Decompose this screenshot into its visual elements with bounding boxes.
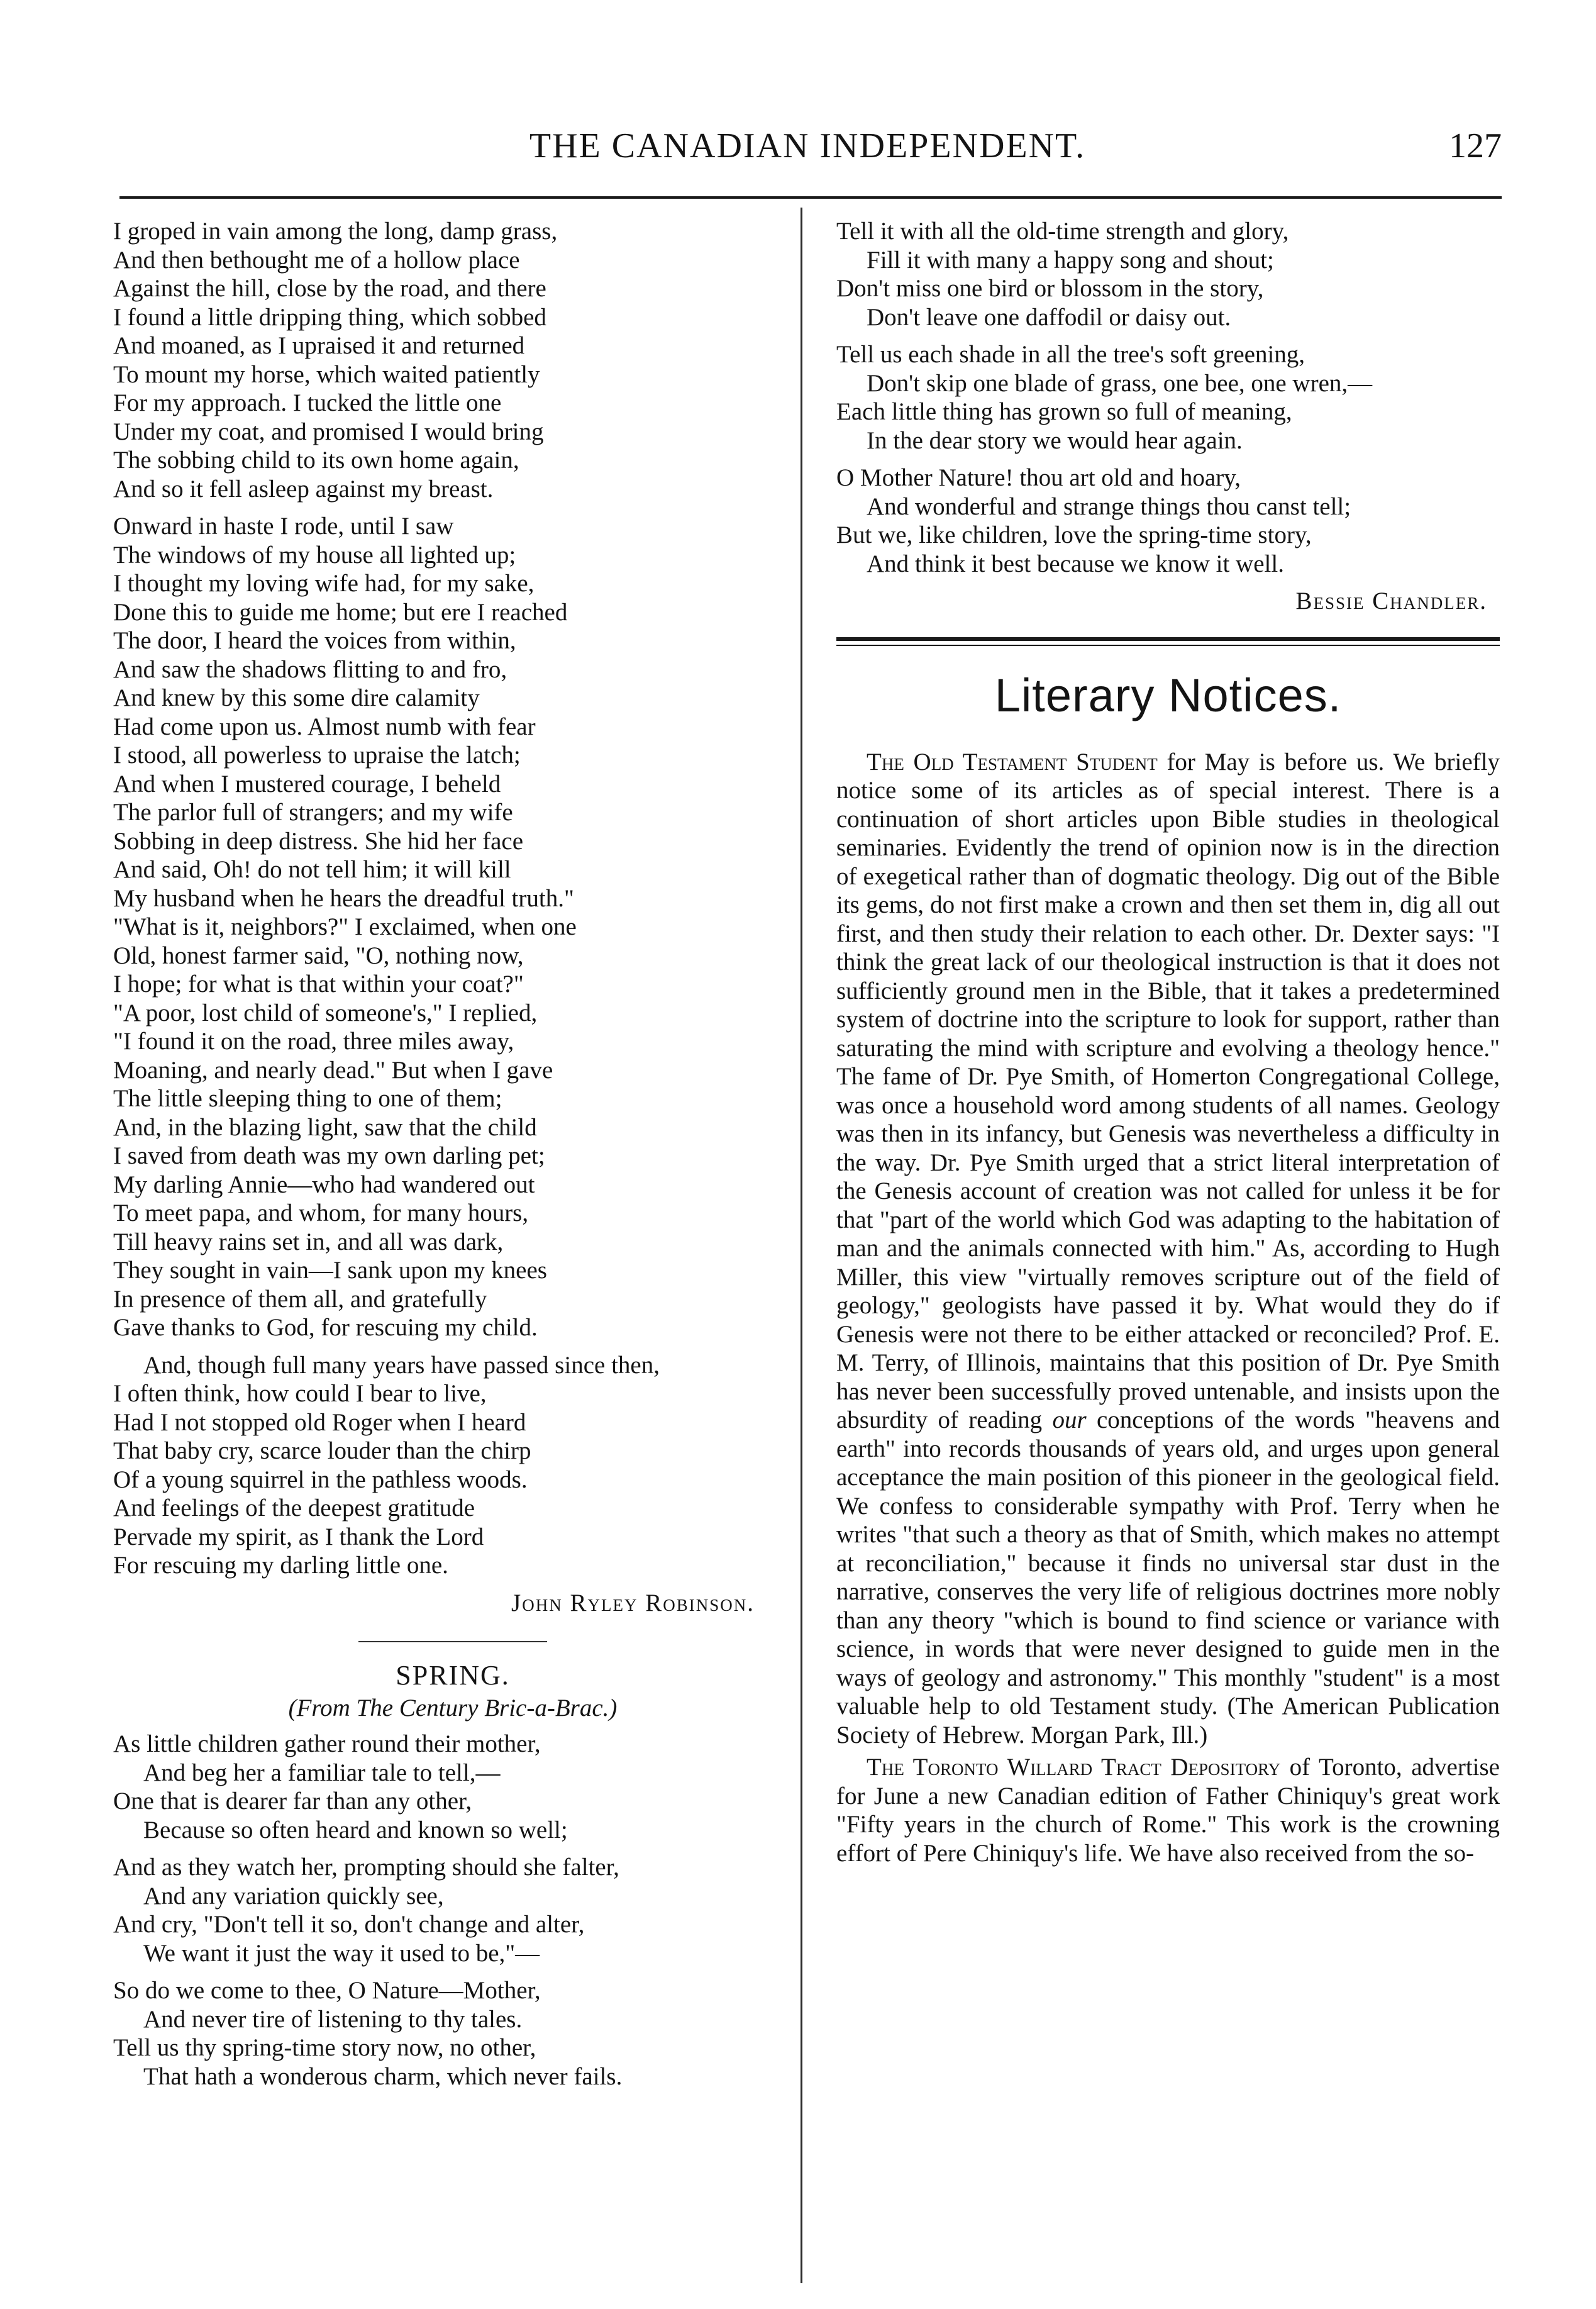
spring-poem [113, 1661, 792, 2091]
poem-line: I stood, all powerless to upraise the latch; [113, 742, 521, 769]
poem-line: "I found it on the road, three miles away, [113, 1028, 514, 1055]
poem-line: "A poor, lost child of someone's," I replied, [113, 999, 538, 1027]
right-column [836, 217, 1500, 1871]
poem-line: My husband when he hears the dreadful truth." [113, 884, 574, 912]
poem-line: That hath a wonderous charm, which never fails. [143, 2062, 623, 2090]
poem-line: One that is dearer far than any other, [113, 1788, 472, 1815]
poem-line: And moaned, as I upraised it and returned [113, 332, 525, 359]
poem-line: I found a little dripping thing, which sobbed [113, 303, 546, 331]
poem-line: And, in the blazing light, saw that the child [113, 1113, 537, 1141]
notice-paragraph [836, 748, 1500, 1750]
poem-line: The door, I heard the voices from within, [113, 627, 516, 654]
notice-body: for May is before us. We briefly notice some of its articles as of special interest. There is a continuation of short articles upon Bible studies in theological seminaries. Evidently the trend of opinion now is in the direction of exegetical rather than of dogmatic theology. Dig out of the Bible its gems, do not first make a crown and then set them in, dig all out first, and then study their relation to each other. Dr. Dexter says: "I think the great lack of our theological instruction is that it does not sufficiently ground men in the Bible, that it takes a predetermined system of doctrine into the scripture to look for support, rather than saturating the mind with scripture and evolving a theology hence." The fame of Dr. Pye Smith, of Homerton Congregational College, was once a household word among students of all names. Geology was then in its infancy, but Genesis was nevertheless a difficulty in the way. Dr. Pye Smith urged that a strict literal interpretation of the Genesis account of creation was not called for unless it be for that "part of the world which God was adapting to the habitation of man and the animals connected with him." As, according to Hugh Miller, this view "virtually removes scripture out of the field of geology," geologists have passed it by. What would they do if Genesis were not there to be either attacked or reconciled? Prof. E. M. Terry, of Illinois, maintains that this position of Dr. Pye Smith has never been successfully proved untenable, and insists upon the absurdity of reading [836, 748, 1500, 1433]
section-rule [836, 637, 1500, 646]
notice-body: of Toronto, advertise for June a new Canadian edition of Father Chiniquy's great work "Fifty years in the church of Rome." This work is the crowning effort of Pere Chiniquy's life. We have also received from the so- [836, 1754, 1500, 1867]
separator-rule [358, 1641, 547, 1642]
poem-line: I hope; for what is that within your coat?" [113, 971, 524, 998]
poem-title: SPRING. [396, 1660, 510, 1691]
poem-line: But we, like children, love the spring-time story, [836, 521, 1312, 548]
column-divider [801, 208, 802, 2283]
poem-subtitle: (From The Century Bric-a-Brac.) [288, 1694, 618, 1722]
page-number: 127 [1449, 126, 1502, 165]
poem-final-stanza [113, 1351, 792, 1580]
poem-line: And knew by this some dire calamity [113, 684, 480, 711]
left-column [113, 217, 792, 2100]
poem-line: And saw the shadows flitting to and fro, [113, 655, 507, 683]
notice-paragraph [836, 1753, 1500, 1867]
poem-signature: John Ryley Robinson. [511, 1589, 755, 1616]
poem-stanza [113, 1976, 792, 2091]
poem-line: Against the hill, close by the road, and there [113, 275, 546, 302]
poem-line: Till heavy rains set in, and all was dark, [113, 1228, 504, 1255]
poem-line: Gave thanks to God, for rescuing my child. [113, 1314, 538, 1341]
poem-line: The little sleeping thing to one of them; [113, 1085, 502, 1112]
poem-line: And said, Oh! do not tell him; it will kill [113, 856, 511, 883]
poem-stanza [113, 217, 792, 503]
poem-line: I thought my loving wife had, for my sake, [113, 570, 535, 597]
poem-line: I groped in vain among the long, damp grass, [113, 218, 558, 245]
poem-line: And beg her a familiar tale to tell,— [143, 1759, 501, 1786]
poem-continuation [113, 217, 792, 1617]
poem-line: Because so often heard and known so well; [143, 1816, 568, 1844]
running-title: THE CANADIAN INDEPENDENT. [529, 126, 1086, 165]
poem-line: Each little thing has grown so full of meaning, [836, 398, 1292, 425]
poem-line: Moaning, and nearly dead." But when I gave [113, 1056, 553, 1084]
poem-line: We want it just the way it used to be,"— [143, 1939, 540, 1967]
poem-line: And when I mustered courage, I beheld [113, 770, 501, 798]
poem-line: The parlor full of strangers; and my wife [113, 799, 513, 826]
poem-line: And as they watch her, prompting should she falter, [113, 1854, 619, 1881]
poem-line: Sobbing in deep distress. She hid her face [113, 827, 524, 855]
poem-line: For my approach. I tucked the little one [113, 389, 502, 416]
poem-line: And so it fell asleep against my breast. [113, 475, 494, 503]
poem-line: Don't miss one bird or blossom in the story, [836, 275, 1264, 302]
poem-line: Fill it with many a happy song and shout; [867, 246, 1274, 274]
poem-line: Under my coat, and promised I would bring [113, 418, 544, 445]
poem-line: Pervade my spirit, as I thank the Lord [113, 1523, 484, 1550]
poem-line: The windows of my house all lighted up; [113, 541, 516, 569]
poem-line: In presence of them all, and gratefully [113, 1285, 487, 1313]
poem-stanza [836, 217, 1500, 331]
poem-line: Had I not stopped old Roger when I heard [113, 1408, 526, 1436]
poem-line: I saved from death was my own darling pet; [113, 1142, 545, 1169]
poem-stanza [113, 1730, 792, 1844]
poem-line: O Mother Nature! thou art old and hoary, [836, 464, 1241, 491]
poem-line: Don't leave one daffodil or daisy out. [867, 303, 1231, 331]
section-heading: Literary Notices. [994, 669, 1342, 721]
poem-line: And then bethought me of a hollow place [113, 246, 520, 274]
poem-line: And, though full many years have passed since then, [143, 1351, 660, 1379]
poem-stanza [836, 464, 1500, 578]
poem-line: So do we come to thee, O Nature—Mother, [113, 1977, 541, 2004]
poem-line: Onward in haste I rode, until I saw [113, 513, 454, 540]
poem-line: And never tire of listening to thy tales. [143, 2005, 523, 2033]
notice-lead: The Old Testament Student [867, 748, 1158, 776]
notice-body: conceptions of the words "heavens and earth" into records thousands of years old, and urges upon general acceptance the main position of this pioneer in the geological field. We confess to considerable sympathy with Prof. Terry when he writes "that such a theory as that of Smith, which makes no attempt at reconciliation," because it finds no universal star dust in the narrative, conserves the very life of religious doctrines more nobly than any theory "which is bound to find science or variance with science, in words that were never designed to guide men in the ways of geology and astronomy." This monthly "student" is a most valuable help to old Testament study. (The American Publication Society of Hebrew. Morgan Park, Ill.) [836, 1406, 1500, 1749]
poem-line: I often think, how could I bear to live, [113, 1380, 487, 1407]
poem-line: Done this to guide me home; but ere I reached [113, 598, 568, 626]
poem-line: And any variation quickly see, [143, 1882, 444, 1910]
header-rule [119, 196, 1502, 199]
poem-line: For rescuing my darling little one. [113, 1552, 448, 1579]
poem-stanza [836, 340, 1500, 455]
poem-signature: Bessie Chandler. [1295, 587, 1487, 615]
poem-line: And cry, "Don't tell it so, don't change and alter, [113, 1911, 585, 1938]
poem-line: They sought in vain—I sank upon my knees [113, 1257, 547, 1284]
poem-stanza [113, 512, 792, 1342]
poem-line: To meet papa, and whom, for many hours, [113, 1199, 529, 1227]
poem-line: Tell us each shade in all the tree's soft greening, [836, 341, 1305, 368]
poem-line: And think it best because we know it well. [867, 550, 1284, 577]
poem-line: Don't skip one blade of grass, one bee, one wren,— [867, 369, 1373, 397]
poem-line: In the dear story we would hear again. [867, 426, 1243, 454]
poem-line: The sobbing child to its own home again, [113, 447, 519, 474]
poem-line: Had come upon us. Almost numb with fear [113, 713, 536, 740]
poem-line: And feelings of the deepest gratitude [113, 1494, 475, 1522]
poem-line: Of a young squirrel in the pathless woods. [113, 1466, 528, 1493]
page-header [113, 126, 1502, 176]
poem-stanza [113, 1853, 792, 1967]
notice-emphasis: our [1052, 1406, 1087, 1433]
poem-line: Tell it with all the old-time strength and glory, [836, 218, 1289, 245]
poem-line: As little children gather round their mother, [113, 1730, 541, 1757]
poem-line: "What is it, neighbors?" I exclaimed, when one [113, 913, 577, 940]
poem-line: That baby cry, scarce louder than the chirp [113, 1437, 531, 1464]
poem-line: To mount my horse, which waited patiently [113, 360, 540, 388]
poem-line: Old, honest farmer said, "O, nothing now, [113, 942, 524, 969]
poem-line: My darling Annie—who had wandered out [113, 1171, 535, 1198]
notice-lead: The Toronto Willard Tract Depository [867, 1754, 1281, 1781]
poem-line: Tell us thy spring-time story now, no other, [113, 2034, 536, 2061]
poem-line: And wonderful and strange things thou canst tell; [867, 492, 1351, 520]
